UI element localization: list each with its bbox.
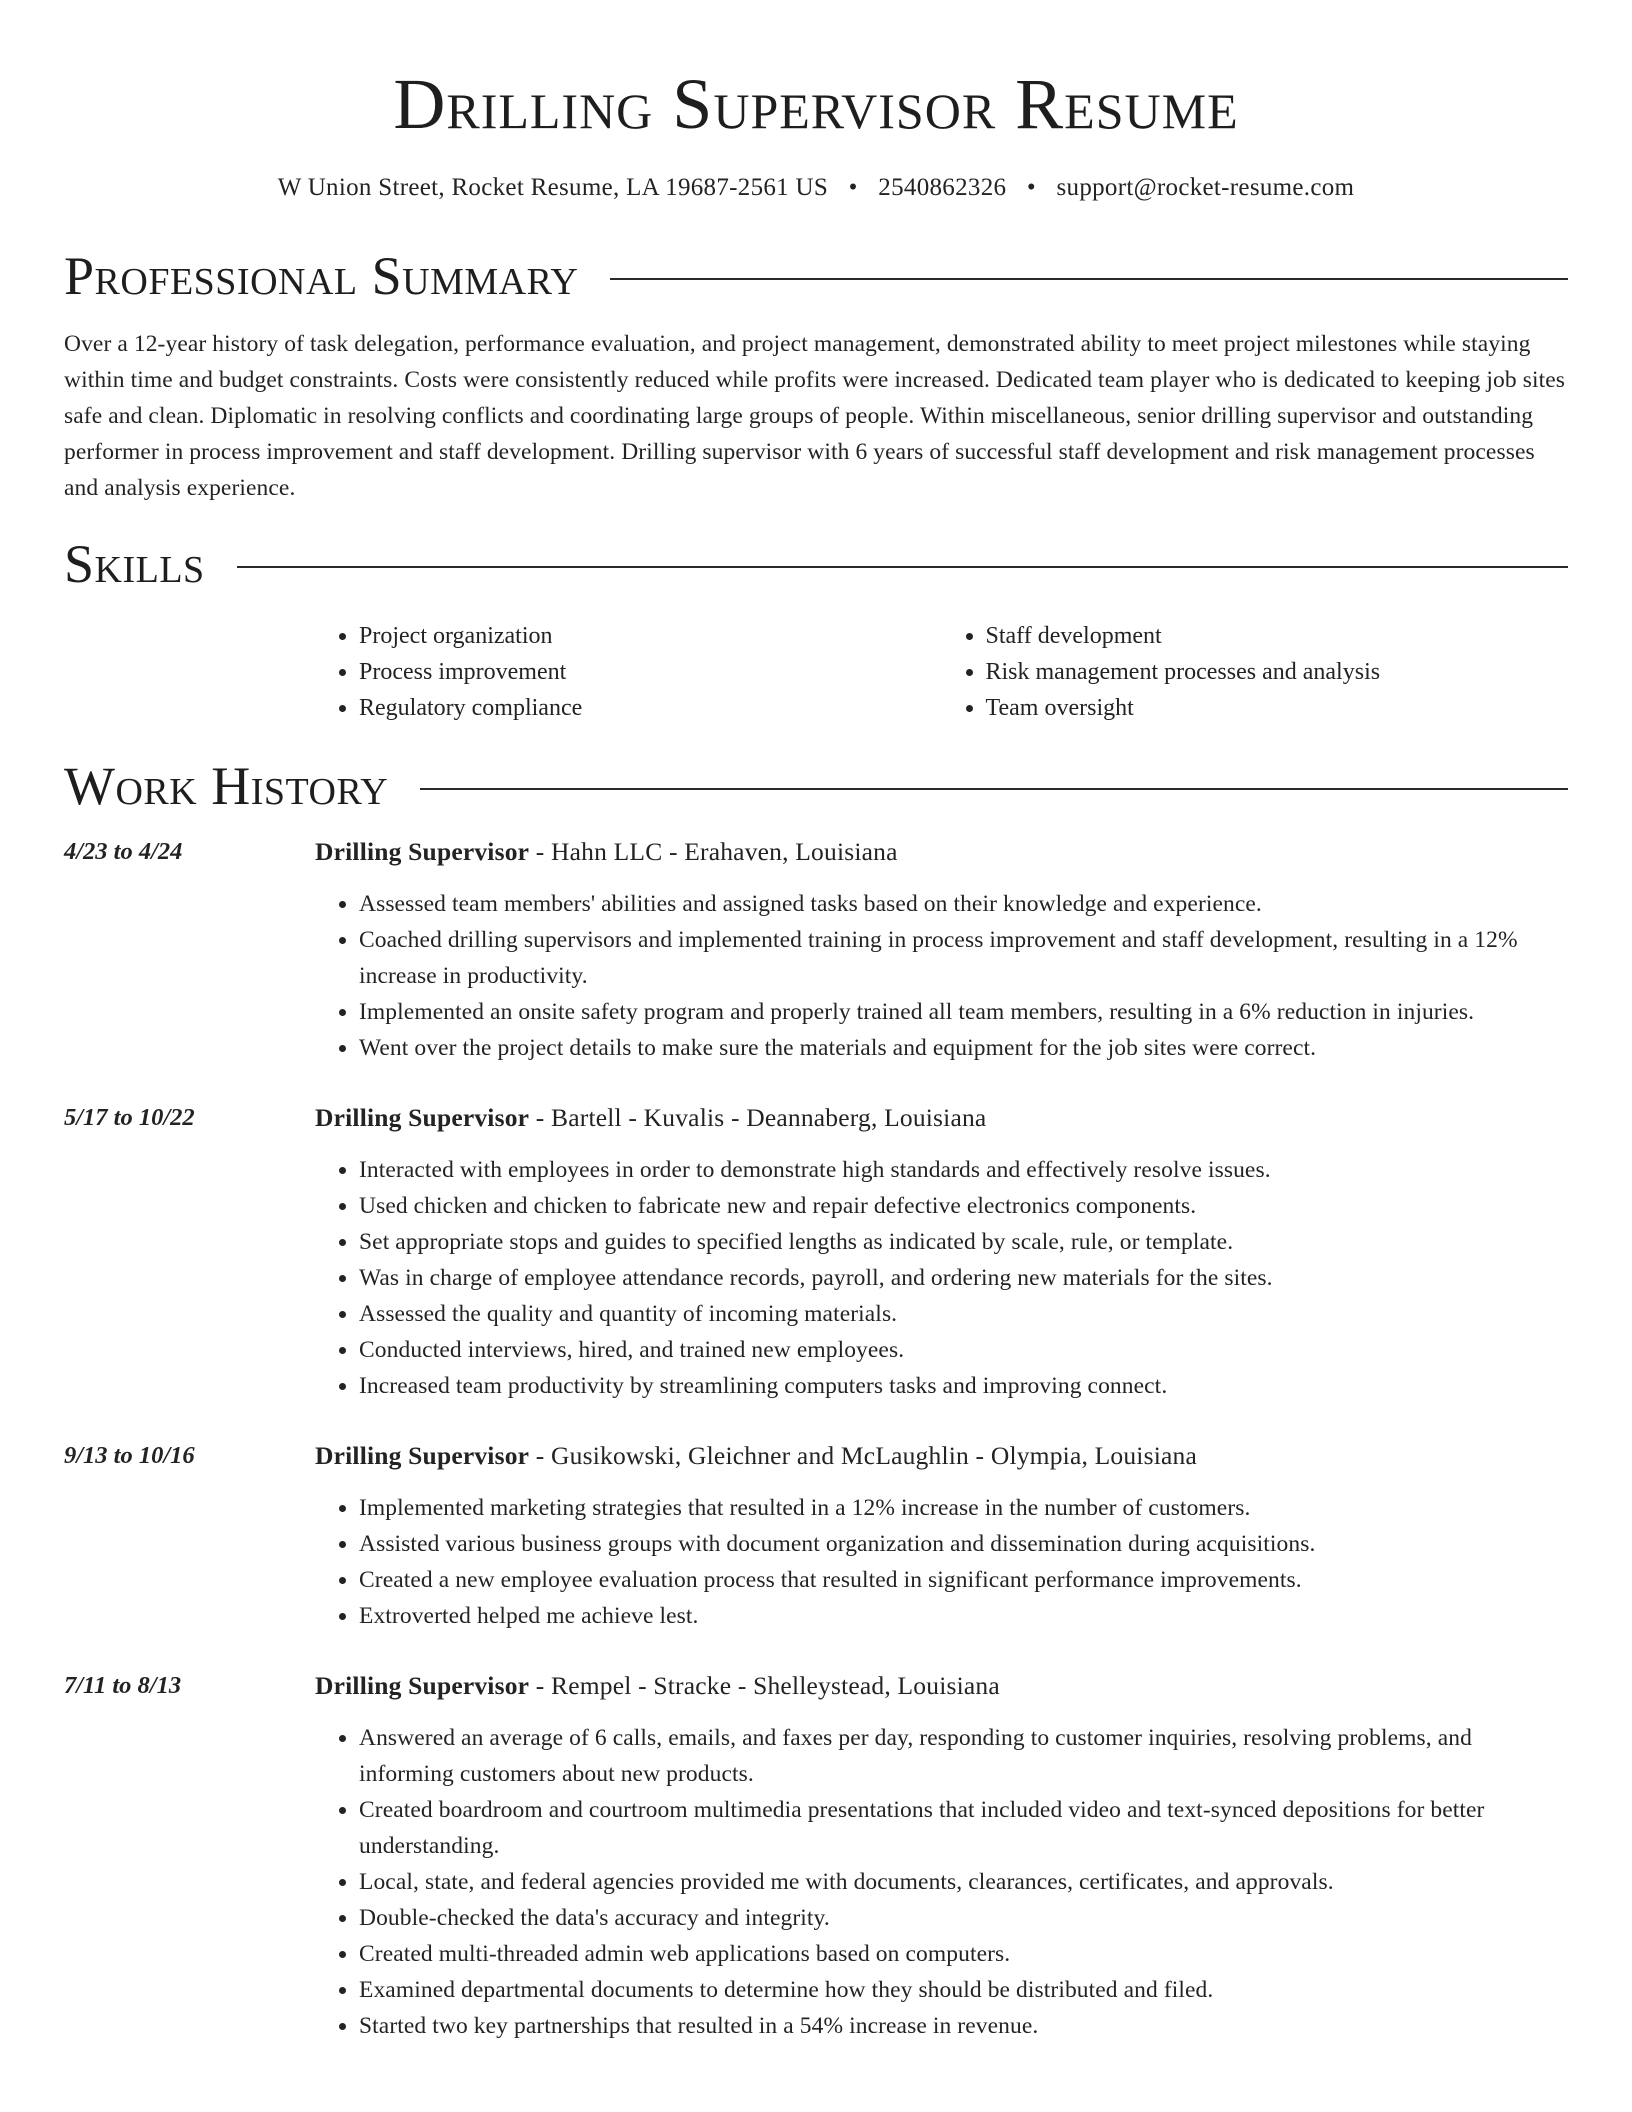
skills-column-left	[315, 618, 942, 726]
job-bullet: • Set appropriate stops and guides to specified lengths as indicated by scale, rule, or template.	[359, 1224, 1568, 1260]
job-bullet: • Created multi-threaded admin web applications based on computers.	[359, 1936, 1568, 1972]
job-bullet: • Used chicken and chicken to fabricate new and repair defective electronics components.	[359, 1188, 1568, 1224]
job-bullet: • Double-checked the data's accuracy and integrity.	[359, 1900, 1568, 1936]
job-bullet: • Interacted with employees in order to demonstrate high standards and effectively resolve issues.	[359, 1152, 1568, 1188]
summary-heading: Professional Summary	[64, 246, 579, 306]
job-bullet: • Answered an average of 6 calls, emails, and faxes per day, responding to customer inquiries, resolving problems, and informing customers about new products.	[359, 1720, 1568, 1792]
skill-item: • Team oversight	[986, 690, 1569, 726]
skill-item: • Project organization	[359, 618, 942, 654]
job-title: Drilling Supervisor	[315, 837, 530, 866]
job-role-line	[315, 834, 1568, 870]
job-bullet: • Increased team productivity by streamlining computers tasks and improving connect.	[359, 1368, 1568, 1404]
job-bullet: • Assisted various business groups with document organization and dissemination during acquisitions.	[359, 1526, 1568, 1562]
resume-title: Drilling Supervisor Resume	[393, 64, 1239, 144]
job-body	[315, 834, 1568, 1066]
job-bullets	[315, 1720, 1568, 2044]
summary-section-header	[64, 244, 1568, 308]
job-title: Drilling Supervisor	[315, 1441, 530, 1470]
job-company: - Hahn LLC - Erahaven, Louisiana	[529, 837, 898, 866]
skills-heading: Skills	[64, 534, 205, 594]
skill-item: • Risk management processes and analysis	[986, 654, 1569, 690]
contact-separator: •	[848, 174, 858, 201]
job-role-line	[315, 1438, 1568, 1474]
job-entry	[64, 834, 1568, 1066]
job-dates: 5/17 to 10/22	[64, 1104, 195, 1131]
contact-separator: •	[1026, 174, 1036, 201]
resume-page	[64, 0, 1568, 2044]
job-entry	[64, 1668, 1568, 2044]
section-divider	[610, 278, 1568, 280]
job-company: - Bartell - Kuvalis - Deannaberg, Louisiana	[529, 1103, 987, 1132]
job-dates: 9/13 to 10/16	[64, 1442, 195, 1469]
skills-list	[315, 618, 1568, 726]
contact-address: W Union Street, Rocket Resume, LA 19687-2561 US	[277, 174, 829, 201]
job-dates: 7/11 to 8/13	[64, 1672, 182, 1699]
work-section-header	[64, 754, 1568, 818]
skills-section-header	[64, 532, 1568, 596]
job-body	[315, 1668, 1568, 2044]
job-bullet: • Started two key partnerships that resulted in a 54% increase in revenue.	[359, 2008, 1568, 2044]
contact-email: support@rocket-resume.com	[1056, 174, 1355, 201]
job-bullet: • Extroverted helped me achieve lest.	[359, 1598, 1568, 1634]
section-divider	[237, 566, 1568, 568]
job-role-line	[315, 1100, 1568, 1136]
contact-line	[64, 172, 1568, 204]
skills-column-right	[942, 618, 1569, 726]
job-title: Drilling Supervisor	[315, 1103, 530, 1132]
job-company: - Rempel - Stracke - Shelleystead, Louisiana	[529, 1671, 1000, 1700]
skill-item: • Process improvement	[359, 654, 942, 690]
job-bullet: • Created a new employee evaluation process that resulted in significant performance improvements.	[359, 1562, 1568, 1598]
contact-phone: 2540862326	[878, 174, 1007, 201]
job-bullet: • Local, state, and federal agencies provided me with documents, clearances, certificates, and approvals.	[359, 1864, 1568, 1900]
job-bullet: • Coached drilling supervisors and implemented training in process improvement and staff development, resulting in a 12% increase in productivity.	[359, 922, 1568, 994]
job-entry	[64, 1100, 1568, 1404]
job-title: Drilling Supervisor	[315, 1671, 530, 1700]
job-bullets	[315, 1152, 1568, 1404]
job-bullets	[315, 1490, 1568, 1634]
job-bullet: • Assessed the quality and quantity of incoming materials.	[359, 1296, 1568, 1332]
job-bullet: • Conducted interviews, hired, and trained new employees.	[359, 1332, 1568, 1368]
job-bullet: • Implemented an onsite safety program and properly trained all team members, resulting in a 6% reduction in injuries.	[359, 994, 1568, 1030]
skill-item: • Regulatory compliance	[359, 690, 942, 726]
work-heading: Work History	[64, 756, 389, 816]
job-bullet: • Was in charge of employee attendance records, payroll, and ordering new materials for the sites.	[359, 1260, 1568, 1296]
job-bullet: • Implemented marketing strategies that resulted in a 12% increase in the number of customers.	[359, 1490, 1568, 1526]
summary-text: Over a 12-year history of task delegation, performance evaluation, and project management, demonstrated ability to meet project milestones while staying within time and budget constraints. Costs were consistently reduced while profits were increased. Dedicated team player who is dedicated to keeping job sites safe and clean. Diplomatic in resolving conflicts and coordinating large groups of people. Within miscellaneous, senior drilling supervisor and outstanding performer in process improvement and staff development. Drilling supervisor with 6 years of successful staff development and risk management processes and analysis experience.	[64, 331, 1565, 501]
section-divider	[420, 788, 1568, 790]
job-bullet: • Created boardroom and courtroom multimedia presentations that included video and text-synced depositions for better understanding.	[359, 1792, 1568, 1864]
job-body	[315, 1100, 1568, 1404]
job-bullet: • Assessed team members' abilities and assigned tasks based on their knowledge and experience.	[359, 886, 1568, 922]
job-bullet: • Went over the project details to make sure the materials and equipment for the job sites were correct.	[359, 1030, 1568, 1066]
job-company: - Gusikowski, Gleichner and McLaughlin - Olympia, Louisiana	[529, 1441, 1197, 1470]
job-dates: 4/23 to 4/24	[64, 838, 183, 865]
job-entry	[64, 1438, 1568, 1634]
job-body	[315, 1438, 1568, 1634]
skill-item: • Staff development	[986, 618, 1569, 654]
job-bullets	[315, 886, 1568, 1066]
job-bullet: • Examined departmental documents to determine how they should be distributed and filed.	[359, 1972, 1568, 2008]
job-role-line	[315, 1668, 1568, 1704]
